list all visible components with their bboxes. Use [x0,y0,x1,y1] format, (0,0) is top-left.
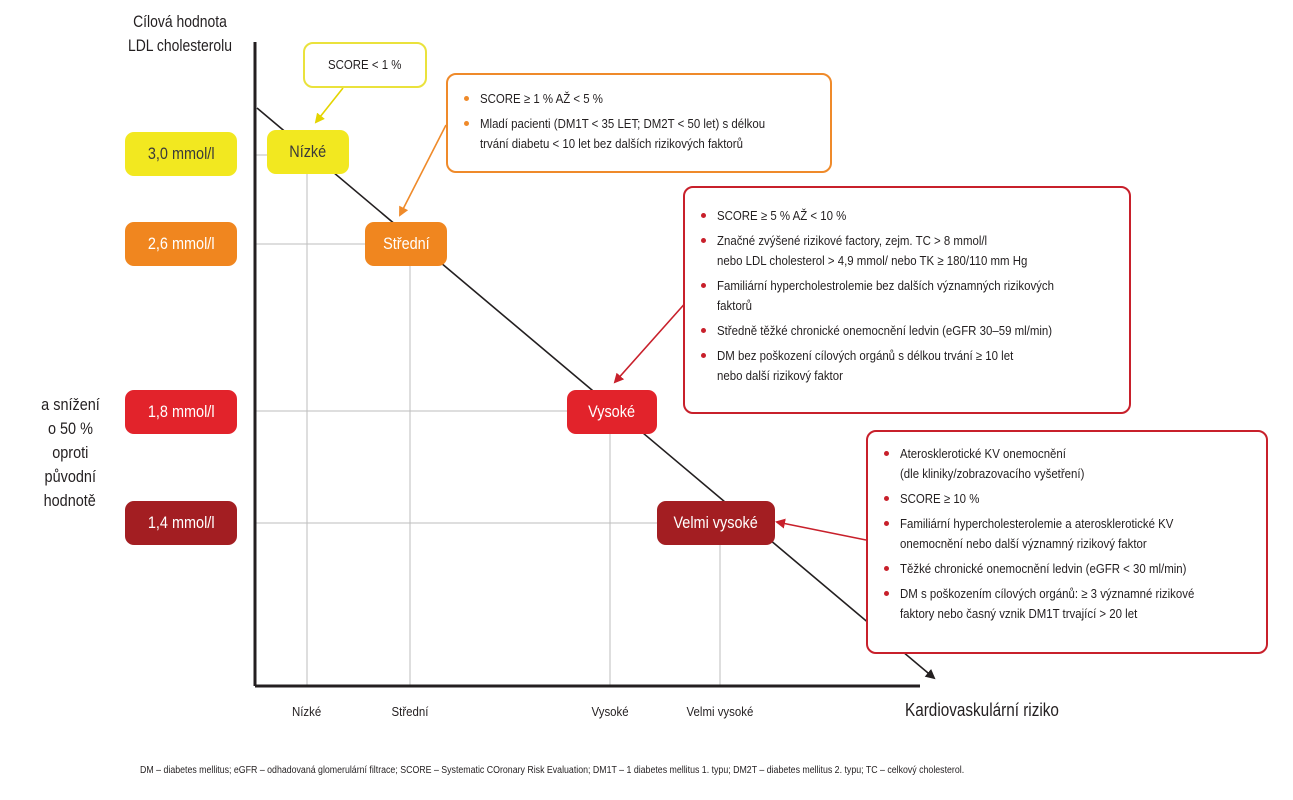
reduction-note-line-1: a snížení [40,395,100,414]
target-value-low: 3,0 mmol/l [147,144,215,163]
callout-high [683,186,1131,414]
callout-low-text: SCORE < 1 % [328,57,402,72]
risk-label-very-high: Velmi vysoké [673,513,759,532]
callout-very-high-item: Familiární hypercholesterolemie a aterosklerotické KV onemocnění nebo další významný rizikový faktor [878,514,1256,554]
reduction-note-line-4: původní [44,467,96,486]
risk-pill-very-high [657,501,775,545]
x-axis-title: Kardiovaskulární riziko [905,700,1059,720]
y-axis-title-line-2: LDL cholesterolu [127,36,233,55]
callout-low [303,42,427,88]
arrow-high [615,300,688,382]
callout-moderate-item: SCORE ≥ 1 % AŽ < 5 % [458,89,820,109]
callout-high-item: Familiární hypercholestrolemie bez dalších významných rizikových faktorů [695,276,1119,316]
risk-pill-high [567,390,657,434]
reduction-note-line-2: o 50 % [47,419,93,438]
callout-high-item: Značné zvýšené rizikové factory, zejm. TC > 8 mmol/l nebo LDL cholesterol > 4,9 mmol/ nebo TK ≥ 180/110 mm Hg [695,231,1119,271]
x-tick-low: Nízké [292,704,322,719]
target-value-moderate: 2,6 mmol/l [147,234,215,253]
arrow-low [316,88,343,122]
callout-moderate-item: Mladí pacienti (DM1T < 35 LET; DM2T < 50 let) s délkou trvání diabetu < 10 let bez dalších rizikových faktorů [458,114,820,154]
y-axis-title-line-1: Cílová hodnota [133,12,227,31]
callout-very-high-item: Těžké chronické onemocnění ledvin (eGFR < 30 ml/min) [878,559,1256,579]
y-axis-title [123,10,238,58]
callout-high-item: DM bez poškození cílových orgánů s délkou trvání ≥ 10 let nebo další rizikový faktor [695,346,1119,386]
target-pill-high [125,390,237,434]
callout-very-high [866,430,1268,654]
callout-high-item: SCORE ≥ 5 % AŽ < 10 % [695,206,1119,226]
target-pill-very-high [125,501,237,545]
risk-label-high: Vysoké [588,402,636,421]
risk-label-low: Nízké [289,142,327,161]
callout-high-item: Středně těžké chronické onemocnění ledvin (eGFR 30–59 ml/min) [695,321,1119,341]
callout-very-high-item: DM s poškozením cílových orgánů: ≥ 3 významné rizikové faktory nebo časný vznik DM1T trvající > 20 let [878,584,1256,624]
target-pill-moderate [125,222,237,266]
target-pill-low [125,132,237,176]
risk-label-moderate: Střední [382,234,430,253]
reduction-note-line-3: oproti [51,443,89,462]
target-value-very-high: 1,4 mmol/l [147,513,215,532]
reduction-note-line-5: hodnotě [43,491,97,510]
callout-moderate [446,73,832,173]
arrow-very-high [777,522,866,540]
arrow-moderate [400,125,446,215]
footnote: DM – diabetes mellitus; eGFR – odhadovaná glomerulární filtrace; SCORE – Systematic COronary Risk Evaluation; DM1T – 1 diabetes mellitus 1. typu; DM2T – diabetes mellitus 2. typu; TC – celkový cholesterol. [140,765,965,776]
x-tick-very-high: Velmi vysoké [686,704,754,719]
reduction-note [20,393,120,513]
risk-pill-low [267,130,349,174]
risk-pill-moderate [365,222,447,266]
target-value-high: 1,8 mmol/l [147,402,215,421]
callout-very-high-item: Aterosklerotické KV onemocnění (dle kliniky/zobrazovacího vyšetření) [878,444,1256,484]
callout-very-high-item: SCORE ≥ 10 % [878,489,1256,509]
x-tick-high: Vysoké [591,704,629,719]
x-tick-moderate: Střední [391,704,429,719]
